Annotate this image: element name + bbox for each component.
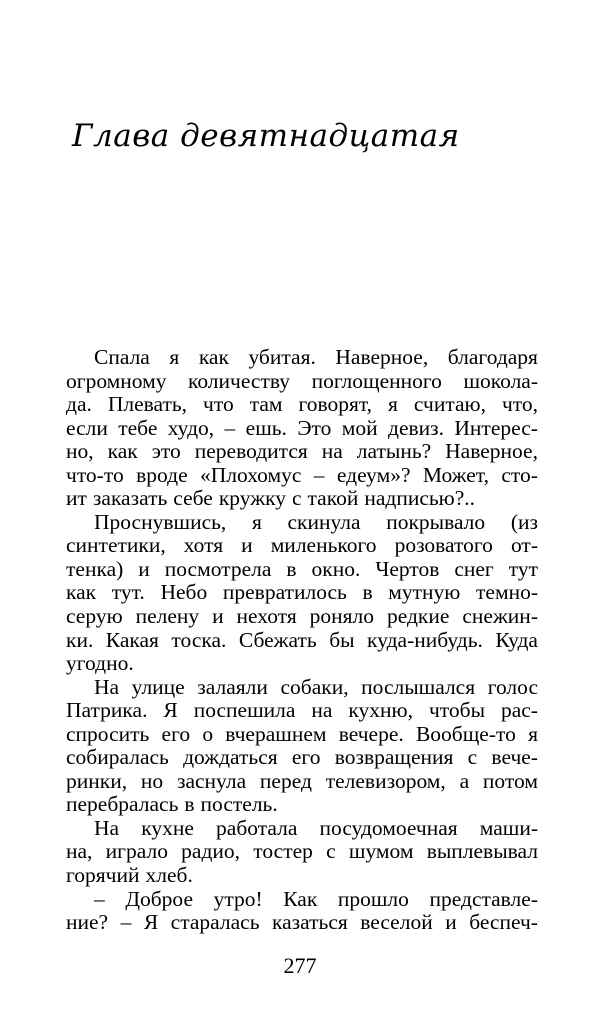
text-line: на, играло радио, тостер с шумом выплевывал (66, 839, 538, 864)
text-line: да. Плевать, что там говорят, я считаю, что, (66, 392, 538, 417)
text-line: горячий хлеб. (66, 863, 193, 888)
text-line: что-то вроде «Плохомус – едеум»? Может, сто- (66, 462, 538, 487)
text-line: тенка) и посмотрела в окно. Чертов снег тут (66, 556, 538, 581)
text-line: огромному количеству поглощенного шокола- (66, 368, 538, 393)
text-line: На улице залаяли собаки, послышался голос (94, 674, 538, 699)
text-line: ит заказать себе кружку с такой надписью?.. (66, 486, 476, 511)
text-line: синтетики, хотя и миленького розоватого от- (66, 533, 538, 558)
text-line: ки. Какая тоска. Сбежать бы куда-нибудь. Куда (66, 627, 538, 652)
text-line: собиралась дождаться его возвращения с вече- (66, 745, 538, 770)
text-line: Спала я как убитая. Наверное, благодаря (94, 345, 538, 369)
text-line: перебралась в постель. (66, 792, 278, 817)
text-line: Патрика. Я поспешила на кухню, чтобы рас- (66, 698, 538, 723)
text-line: Проснувшись, я скинула покрывало (из (94, 509, 538, 534)
text-line: спросить его о вчерашнем вечере. Вообще-то я (66, 721, 538, 746)
text-line: если тебе худо, – ешь. Это мой девиз. Интерес- (66, 415, 538, 440)
text-line: как тут. Небо превратилось в мутную темно- (66, 580, 538, 605)
body-text (66, 346, 538, 935)
chapter-title: Глава девятнадцатая (72, 118, 460, 154)
text-line: На кухне работала посудомоечная маши- (94, 815, 538, 840)
page-number: 277 (283, 953, 317, 978)
text-line: серую пелену и нехотя роняло редкие снежин- (66, 604, 538, 629)
text-line: ние? – Я старалась казаться веселой и беспеч- (66, 910, 538, 935)
text-line: угодно. (66, 651, 134, 676)
text-line: – Доброе утро! Как прошло представле- (94, 886, 538, 911)
text-line: но, как это переводится на латынь? Наверное, (66, 439, 538, 464)
text-line: ринки, но заснула перед телевизором, а потом (66, 768, 538, 793)
